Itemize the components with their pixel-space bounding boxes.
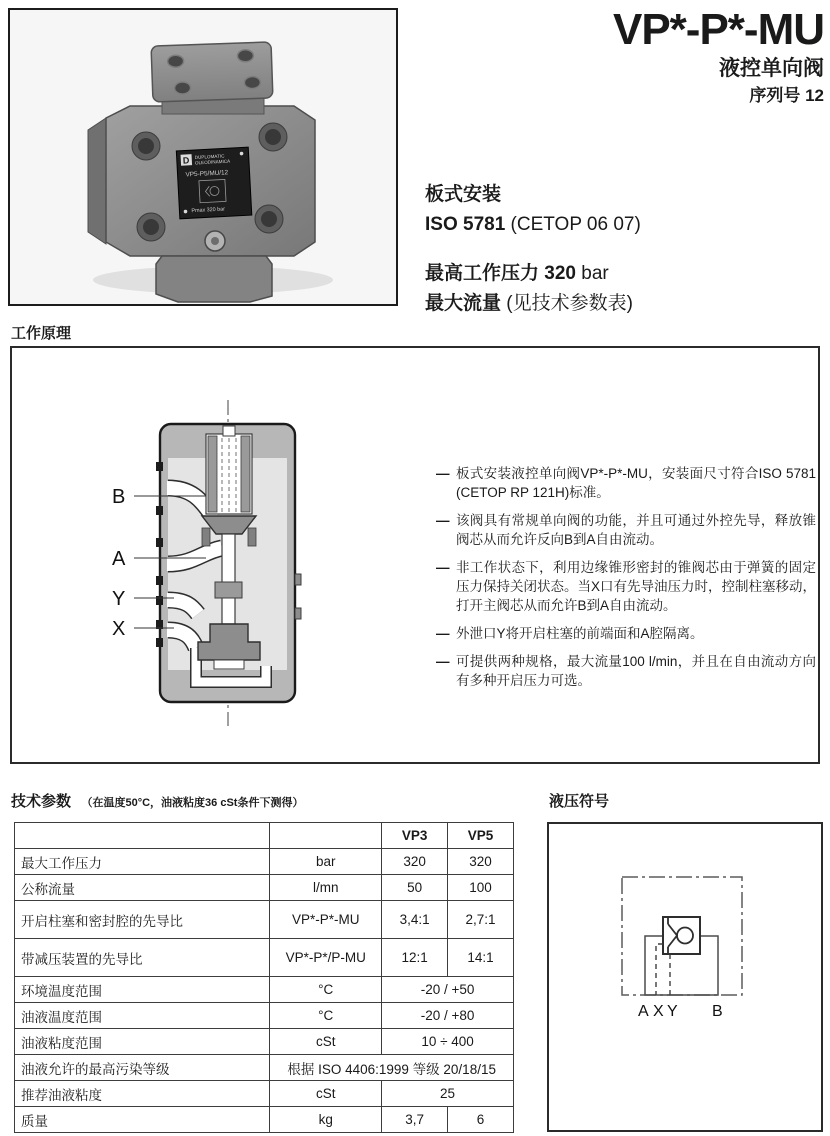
row-unit: VP*-P*-MU — [270, 901, 382, 939]
row-vp5-value: 14:1 — [448, 939, 514, 977]
row-unit: cSt — [270, 1029, 382, 1055]
column-header-vp3: VP3 — [382, 823, 448, 849]
port-label-a: A — [112, 548, 126, 570]
max-flow-note: (见技术参数表) — [501, 293, 633, 314]
max-flow-label: 最大流量 — [425, 293, 502, 314]
table-row — [15, 849, 514, 875]
row-label: 开启柱塞和密封腔的先导比 — [15, 901, 270, 939]
bullet-dash: — — [436, 560, 450, 575]
row-vp5-value: 2,7:1 — [448, 901, 514, 939]
iso-standard — [425, 210, 825, 240]
bullet-item — [436, 464, 816, 502]
row-unit: VP*-P*/P-MU — [270, 939, 382, 977]
bullet-text: 板式安装液控单向阀VP*-P*-MU，安装面尺寸符合ISO 5781 (CETOP RP 121H)标准。 — [456, 466, 816, 500]
row-vp3-value: 3,4:1 — [382, 901, 448, 939]
bullet-text: 该阀具有常规单向阀的功能，并且可通过外控先导，释放锥阀芯从而允许反向B到A自由流动。 — [456, 513, 816, 547]
table-row — [15, 901, 514, 939]
max-flow-line — [425, 289, 825, 319]
cartridge-spring — [206, 426, 252, 514]
symbol-port-x: X — [653, 1003, 664, 1020]
row-unit: °C — [270, 1003, 382, 1029]
symbol-port-a: A — [638, 1003, 649, 1020]
row-shared-value: -20 / +50 — [382, 977, 514, 1003]
hydraulic-symbol-title: 液压符号 — [549, 793, 610, 810]
row-unit: kg — [270, 1107, 382, 1133]
row-label: 油液温度范围 — [15, 1003, 270, 1029]
bullet-item — [436, 652, 816, 690]
max-pressure-label: 最高工作压力 — [425, 263, 540, 284]
port-label-x: X — [112, 618, 126, 640]
iso-standard-cetop: (CETOP 06 07) — [505, 214, 641, 235]
bullet-dash: — — [436, 654, 450, 669]
table-row — [15, 1081, 514, 1107]
check-valve-symbol — [663, 917, 700, 954]
nameplate-pmax: Pmax 320 bar — [191, 206, 226, 215]
row-shared-value: 根据 ISO 4406:1999 等级 20/18/15 — [270, 1055, 514, 1081]
product-photo-frame — [8, 8, 398, 306]
row-shared-value: -20 / +80 — [382, 1003, 514, 1029]
tech-data-table — [14, 822, 514, 1133]
svg-text:D: D — [182, 155, 190, 166]
row-vp3-value: 50 — [382, 875, 448, 901]
row-unit: °C — [270, 977, 382, 1003]
symbol-port-b: B — [712, 1003, 723, 1020]
row-label: 最大工作压力 — [15, 849, 270, 875]
tech-data-title: 技术参数 — [11, 793, 72, 810]
row-label: 推荐油液粘度 — [15, 1081, 270, 1107]
hydraulic-symbol-diagram — [549, 824, 817, 1126]
mounting-type: 板式安装 — [425, 184, 502, 205]
title-block — [613, 6, 824, 107]
tech-data-heading — [11, 790, 303, 811]
max-pressure-unit: bar — [576, 263, 609, 284]
symbol-port-y: Y — [667, 1003, 678, 1020]
row-unit: bar — [270, 849, 382, 875]
tech-data-note: （在温度50°C，油液粘度36 cSt条件下测得） — [81, 797, 304, 809]
bullet-item — [436, 511, 816, 549]
row-unit: l/mn — [270, 875, 382, 901]
row-vp3-value: 320 — [382, 849, 448, 875]
port-label-b: B — [112, 486, 126, 508]
hydraulic-symbol-box — [547, 822, 823, 1132]
table-row — [15, 1029, 514, 1055]
page-subtitle: 液控单向阀 — [719, 57, 824, 80]
iso-standard-code: ISO 5781 — [425, 214, 506, 235]
row-unit: cSt — [270, 1081, 382, 1107]
table-header-row — [15, 823, 514, 849]
working-principle-box — [10, 346, 820, 764]
row-label: 油液允许的最高污染等级 — [15, 1055, 270, 1081]
row-vp3-value: 12:1 — [382, 939, 448, 977]
nameplate-model: VP5-P5/MU/12 — [185, 169, 229, 179]
bullet-text: 非工作状态下，利用边缘锥形密封的锥阀芯由于弹簧的固定压力保持关闭状态。当X口有先导油压力时，控制柱塞移动，打开主阀芯从而允许B到A自由流动。 — [456, 560, 817, 613]
row-vp3-value: 3,7 — [382, 1107, 448, 1133]
max-pressure-value: 320 — [539, 263, 576, 284]
description-bullets — [436, 464, 816, 699]
row-vp5-value: 320 — [448, 849, 514, 875]
row-shared-value: 25 — [382, 1081, 514, 1107]
bullet-dash: — — [436, 466, 450, 481]
working-principle-title: 工作原理 — [11, 325, 72, 342]
table-row — [15, 1055, 514, 1081]
page-title: VP*-P*-MU — [612, 5, 824, 54]
table-row — [15, 977, 514, 1003]
table-row — [15, 875, 514, 901]
row-label: 质量 — [15, 1107, 270, 1133]
series-number: 序列号 12 — [749, 86, 824, 105]
row-label: 环境温度范围 — [15, 977, 270, 1003]
intro-block — [425, 180, 825, 319]
bullet-text: 可提供两种规格，最大流量100 l/min，并且在自由流动方向有多种开启压力可选。 — [456, 654, 816, 688]
port-label-y: Y — [112, 588, 126, 610]
max-pressure-line — [425, 259, 825, 289]
row-shared-value: 10 ÷ 400 — [382, 1029, 514, 1055]
bullet-dash: — — [436, 626, 450, 641]
row-label: 油液粘度范围 — [15, 1029, 270, 1055]
bullet-text: 外泄口Y将开启柱塞的前端面和A腔隔离。 — [456, 626, 704, 641]
row-vp5-value: 6 — [448, 1107, 514, 1133]
valve-cross-section-diagram — [90, 376, 390, 732]
product-photo-image — [10, 10, 396, 304]
column-header-vp5: VP5 — [448, 823, 514, 849]
row-label: 带减压装置的先导比 — [15, 939, 270, 977]
bullet-dash: — — [436, 513, 450, 528]
nameplate — [176, 147, 251, 219]
bullet-item — [436, 624, 816, 643]
row-vp5-value: 100 — [448, 875, 514, 901]
nameplate-brand: DUPLOMATIC — [194, 153, 225, 160]
table-row — [15, 1107, 514, 1133]
table-row — [15, 939, 514, 977]
table-row — [15, 1003, 514, 1029]
bullet-item — [436, 558, 816, 615]
row-label: 公称流量 — [15, 875, 270, 901]
nameplate-brand2: OLEODINAMICA — [194, 158, 231, 166]
